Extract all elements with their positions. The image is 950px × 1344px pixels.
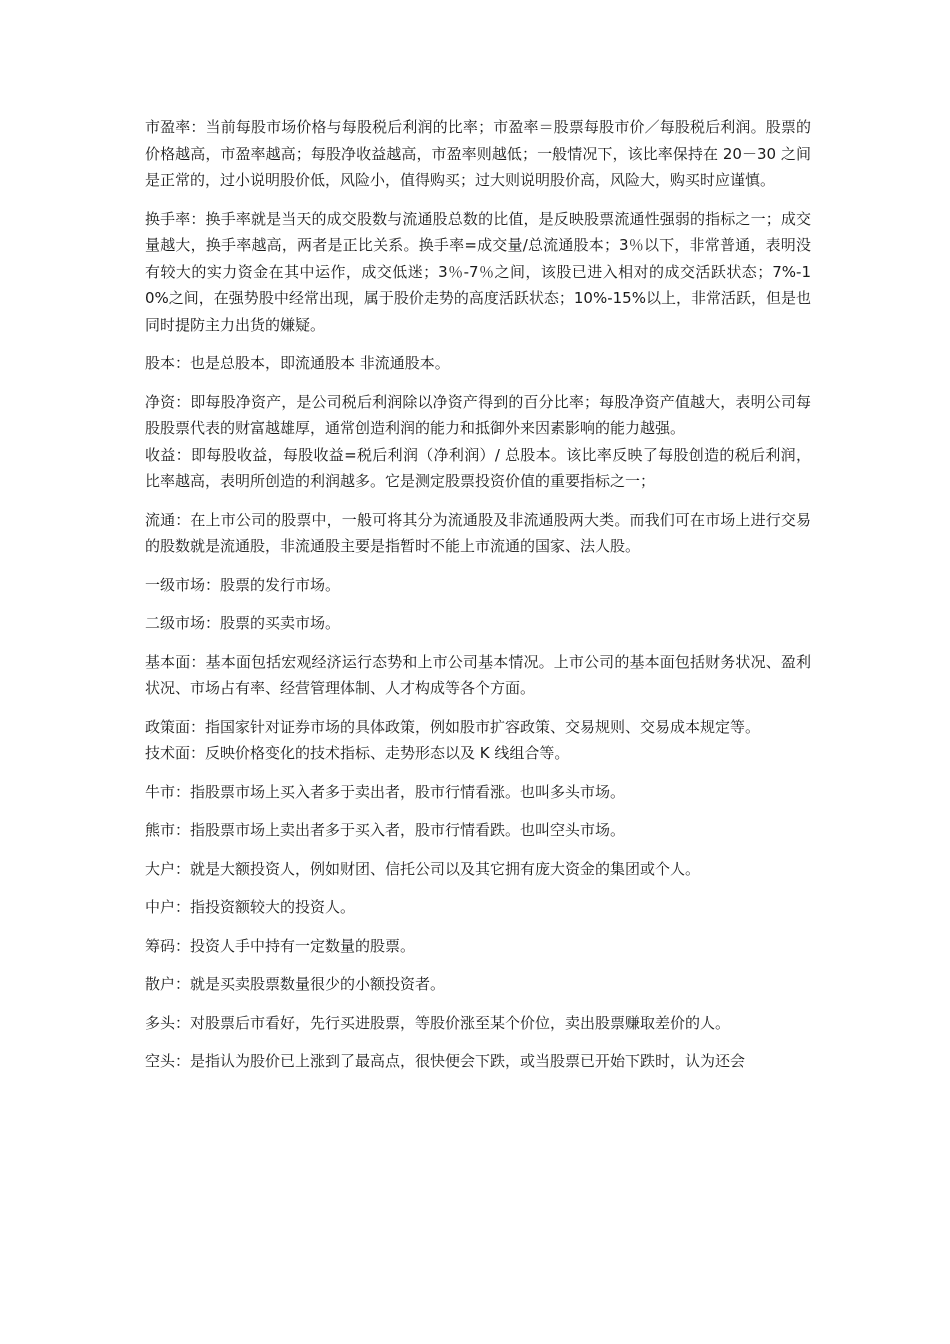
paragraph-bear-market: 熊市：指股票市场上卖出者多于买入者，股市行情看跌。也叫空头市场。 xyxy=(145,821,626,839)
paragraph-technicals: 技术面：反映价格变化的技术指标、走势形态以及 K 线组合等。 xyxy=(145,744,570,762)
paragraph-pe-ratio: 市盈率：当前每股市场价格与每股税后利润的比率；市盈率＝股票每股市价／每股税后利润。股票的价格越高，市盈率越高；每股净收益越高，市盈率则越低；一般情况下，该比率保持在 20－30 之间是正常的，过小说明股价低，风险小，值得购买；过大则说明股价高，风险大，购买时应谨慎。 xyxy=(145,118,811,189)
paragraph-primary-market: 一级市场：股票的发行市场。 xyxy=(145,575,341,594)
paragraph-policy: 政策面：指国家针对证券市场的具体政策，例如股市扩容政策、交易规则、交易成本规定等。 xyxy=(145,717,761,736)
paragraph-retail-investor: 散户：就是买卖股票数量很少的小额投资者。 xyxy=(145,975,446,993)
paragraph-secondary-market: 二级市场：股票的买卖市场。 xyxy=(145,614,341,632)
paragraph-net-assets: 净资：即每股净资产，是公司税后利润除以净资产得到的百分比率；每股净资产值越大，表明公司每股股票代表的财富越雄厚，通常创造利润的能力和抵御外来因素影响的能力越强。 xyxy=(145,392,811,437)
document-body xyxy=(145,114,811,1087)
paragraph-large-investor: 大户：就是大额投资人，例如财团、信托公司以及其它拥有庞大资金的集团或个人。 xyxy=(145,859,701,878)
paragraph-long-position: 多头：对股票后市看好，先行买进股票，等股价涨至某个价位，卖出股票赚取差价的人。 xyxy=(145,1013,731,1032)
paragraph-turnover-rate: 换手率：换手率就是当天的成交股数与流通股总数的比值，是反映股票流通性强弱的指标之一；成交量越大，换手率越高，两者是正比关系。换手率=成交量/总流通股本；3％以下，非常普通，表明没有较大的实力资金在其中运作，成交低迷；3％-7％之间，该股已进入相对的成交活跃状态；7%-10%之间，在强势股中经常出现，属于股价走势的高度活跃状态；10%-15%以上，非常活跃，但是也同时提防主力出货的嫌疑。 xyxy=(145,209,811,334)
paragraph-medium-investor: 中户：指投资额较大的投资人。 xyxy=(145,898,356,916)
paragraph-earnings: 收益：即每股收益，每股收益=税后利润（净利润）/ 总股本。该比率反映了每股创造的税后利润，比率越高，表明所创造的利润越多。它是测定股票投资价值的重要指标之一； xyxy=(145,445,811,490)
paragraph-chips: 筹码：投资人手中持有一定数量的股票。 xyxy=(145,936,416,955)
paragraph-bull-market: 牛市：指股票市场上买入者多于卖出者，股市行情看涨。也叫多头市场。 xyxy=(145,782,626,801)
paragraph-short-position: 空头：是指认为股价已上涨到了最高点，很快便会下跌，或当股票已开始下跌时，认为还会 xyxy=(145,1052,746,1070)
paragraph-fundamentals: 基本面：基本面包括宏观经济运行态势和上市公司基本情况。上市公司的基本面包括财务状况、盈利状况、市场占有率、经营管理体制、人才构成等各个方面。 xyxy=(145,652,811,697)
paragraph-circulation: 流通：在上市公司的股票中，一般可将其分为流通股及非流通股两大类。而我们可在市场上进行交易的股数就是流通股，非流通股主要是指暂时不能上市流通的国家、法人股。 xyxy=(145,510,811,555)
paragraph-share-capital: 股本：也是总股本，即流通股本 非流通股本。 xyxy=(145,354,450,372)
